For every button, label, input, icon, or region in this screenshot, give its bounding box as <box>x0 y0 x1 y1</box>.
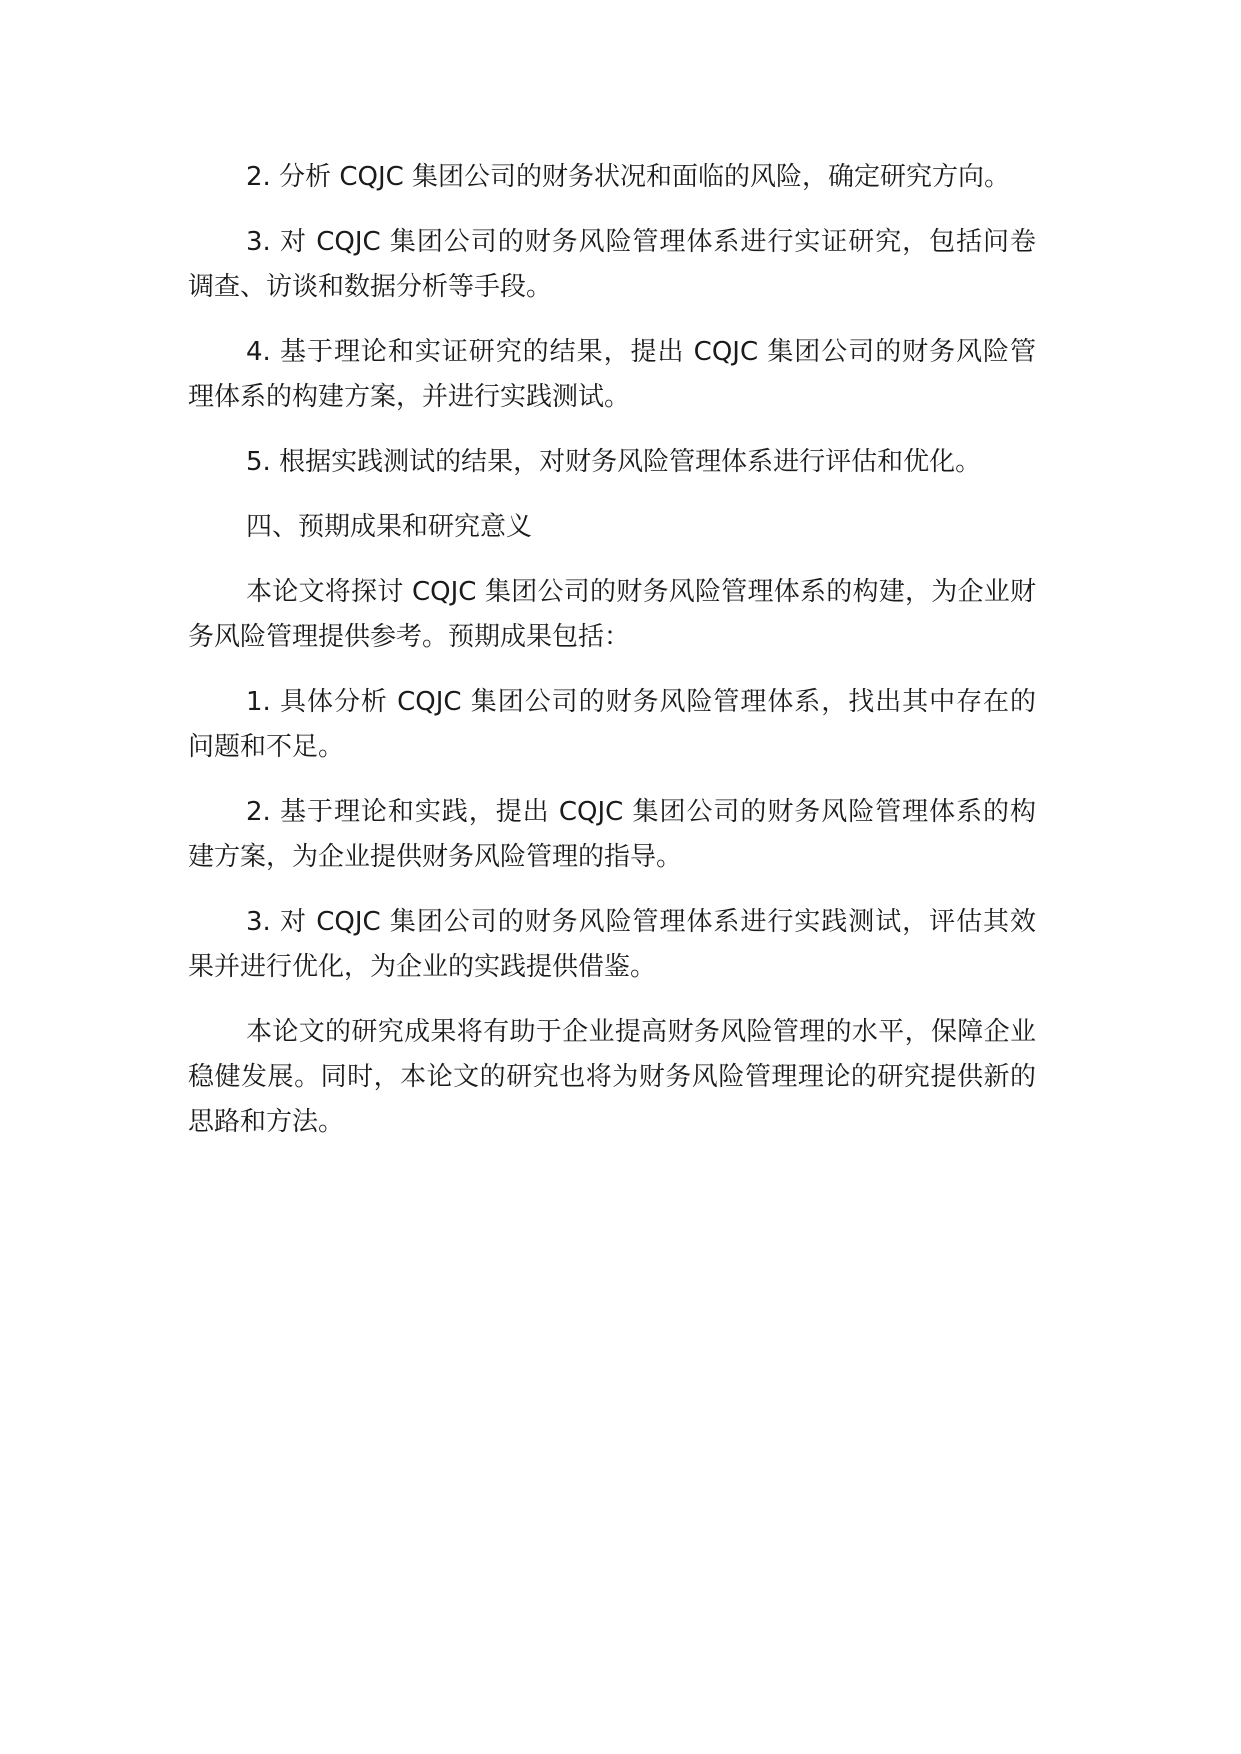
method-item-3: 3. 对 CQJC 集团公司的财务风险管理体系进行实证研究，包括问卷调查、访谈和数据分析等手段。 <box>188 227 1036 302</box>
method-item-4: 4. 基于理论和实证研究的结果，提出 CQJC 集团公司的财务风险管理体系的构建方案，并进行实践测试。 <box>188 337 1036 412</box>
outcome-item-1: 1. 具体分析 CQJC 集团公司的财务风险管理体系，找出其中存在的问题和不足。 <box>188 687 1036 762</box>
conclusion-paragraph: 本论文的研究成果将有助于企业提高财务风险管理的水平，保障企业稳健发展。同时，本论文的研究也将为财务风险管理理论的研究提供新的思路和方法。 <box>188 1017 1036 1137</box>
intro-paragraph: 本论文将探讨 CQJC 集团公司的财务风险管理体系的构建，为企业财务风险管理提供参考。预期成果包括： <box>188 577 1036 652</box>
outcome-item-2: 2. 基于理论和实践，提出 CQJC 集团公司的财务风险管理体系的构建方案，为企业提供财务风险管理的指导。 <box>188 797 1036 872</box>
method-item-5: 5. 根据实践测试的结果，对财务风险管理体系进行评估和优化。 <box>246 447 982 477</box>
document-body <box>188 155 1036 1165</box>
outcome-item-3: 3. 对 CQJC 集团公司的财务风险管理体系进行实践测试，评估其效果并进行优化，为企业的实践提供借鉴。 <box>188 907 1036 982</box>
section-heading: 四、预期成果和研究意义 <box>246 512 533 542</box>
method-item-2: 2. 分析 CQJC 集团公司的财务状况和面临的风险，确定研究方向。 <box>246 162 1011 192</box>
